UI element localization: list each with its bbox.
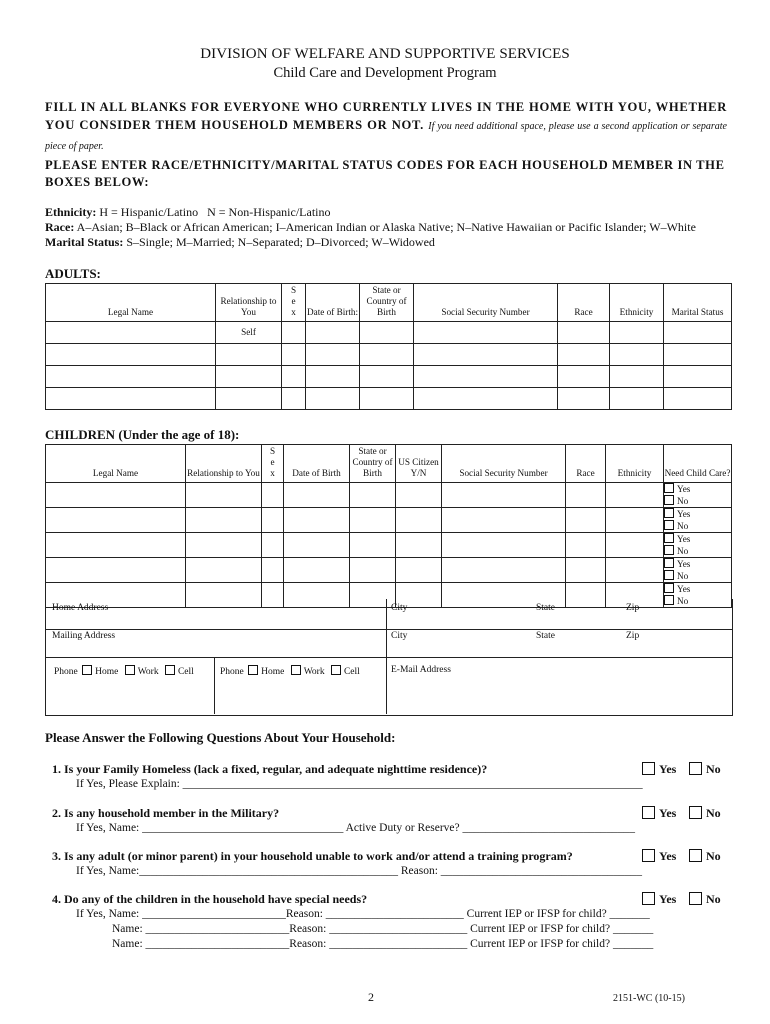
address-block [45,599,733,716]
codes-heading: PLEASE ENTER RACE/ETHNICITY/MARITAL STATUS CODES FOR EACH HOUSEHOLD MEMBER IN THE BOXES BELOW: [45,158,725,189]
program-title: Child Care and Development Program [273,65,497,81]
children-col-citizen: US Citizen Y/N [396,445,442,483]
adults-table [45,283,732,410]
adults-col-race: Race [558,284,610,322]
children-col-childcare: Need Child Care? [664,445,732,483]
yes-label: Yes [677,534,691,544]
q4-no-checkbox[interactable] [689,892,702,905]
mailing-address-label: Mailing Address [52,631,116,641]
phone1-home-checkbox[interactable] [82,665,92,675]
children-row[interactable] [46,483,732,508]
questions-heading: Please Answer the Following Questions About Your Household: [45,730,396,745]
question-4-child-3[interactable]: Name: _________________________Reason: ________________________ Current IEP or IFSP for child? _______ [112,938,654,950]
adults-col-ethnicity: Ethnicity [610,284,664,322]
childcare-no-checkbox[interactable] [664,570,674,580]
ethnicity-label: Ethnicity: [45,205,97,219]
adults-row[interactable] [46,322,732,344]
childcare-no-checkbox[interactable] [664,495,674,505]
adults-row[interactable] [46,366,732,388]
phone1-options: Phone Home Work Cell [54,667,194,677]
children-col-name: Legal Name [46,445,186,483]
q2-no-checkbox[interactable] [689,806,702,819]
home-city-label: City [391,603,408,613]
phone1-cell-checkbox[interactable] [165,665,175,675]
question-2-details[interactable]: If Yes, Name: ___________________________________ Active Duty or Reserve? ______________________________ [76,822,635,834]
no-label: No [677,546,689,556]
race-label: Race: [45,220,75,234]
page-number: 2 [368,990,374,1004]
childcare-no-checkbox[interactable] [664,520,674,530]
ethnicity-codes: H = Hispanic/Latino N = Non-Hispanic/Latino [99,205,331,219]
mailing-city-label: City [391,631,408,641]
yes-label: Yes [677,509,691,519]
adults-col-birthplace: State or Country of Birth [360,284,414,322]
adults-row[interactable] [46,388,732,410]
question-3-details[interactable]: If Yes, Name:_____________________________________________ Reason: ___________________________________ [76,865,643,877]
question-3: 3. Is any adult (or minor parent) in your household unable to work and/or attend a training program? If Yes, Name:_____________________________________________ Reason: ___________________________________ Yes No [52,849,732,879]
mailing-state-label: State [536,631,555,641]
instructions-main: FILL IN ALL BLANKS FOR EVERYONE WHO CURRENTLY LIVES IN THE HOME WITH YOU, WHETHER YOU CONSIDER THEM HOUSEHOLD MEMBERS OR NOT. [45,100,727,132]
children-col-relationship: Relationship to You [186,445,262,483]
question-2-text: 2. Is any household member in the Military? [52,806,280,820]
phone1-work-checkbox[interactable] [125,665,135,675]
yes-label: Yes [677,584,691,594]
adults-row[interactable] [46,344,732,366]
childcare-yes-checkbox[interactable] [664,508,674,518]
marital-codes: S–Single; M–Married; N–Separated; D–Divorced; W–Widowed [126,235,435,249]
q3-no-checkbox[interactable] [689,849,702,862]
agency-title: DIVISION OF WELFARE AND SUPPORTIVE SERVICES [200,46,570,62]
question-2: 2. Is any household member in the Military? If Yes, Name: ___________________________________ Active Duty or Reserve? ______________________________ Yes No [52,806,732,836]
contact-row[interactable] [46,658,732,714]
adults-col-dob: Date of Birth: [306,284,360,322]
adults-col-sex: S e x [282,284,306,322]
childcare-yes-checkbox[interactable] [664,558,674,568]
phone2-options: Phone Home Work Cell [220,667,360,677]
question-4-text: 4. Do any of the children in the household have special needs? [52,892,368,906]
childcare-yes-checkbox[interactable] [664,483,674,493]
children-col-ssn: Social Security Number [442,445,566,483]
q1-no-checkbox[interactable] [689,762,702,775]
phone2-cell-checkbox[interactable] [331,665,341,675]
q3-yes-checkbox[interactable] [642,849,655,862]
email-label: E-Mail Address [391,665,451,675]
home-zip-label: Zip [626,603,640,613]
adults-col-ssn: Social Security Number [414,284,558,322]
home-state-label: State [536,603,555,613]
children-col-race: Race [566,445,606,483]
no-label: No [677,521,689,531]
adults-col-marital: Marital Status [664,284,732,322]
adults-heading: ADULTS: [45,266,101,281]
children-row[interactable] [46,533,732,558]
race-codes: A–Asian; B–Black or African American; I–American Indian or Alaska Native; N–Native Hawaiian or Pacific Islander; W–White [76,220,696,234]
phone2-home-checkbox[interactable] [248,665,258,675]
children-table [45,444,732,608]
no-label: No [677,571,689,581]
phone2-work-checkbox[interactable] [291,665,301,675]
question-4-child-1[interactable]: If Yes, Name: _________________________Reason: ________________________ Current IEP or IFSP for child? _______ [76,908,650,920]
children-col-ethnicity: Ethnicity [606,445,664,483]
question-1: 1. Is your Family Homeless (lack a fixed, regular, and adequate nighttime residence)? If Yes, Please Explain: ________________________________________________________________________________ Yes No [52,762,732,792]
question-1-explain[interactable]: If Yes, Please Explain: ________________________________________________________________________________ [76,778,643,790]
self-label: Self [216,322,282,344]
form-id: 2151-WC (10-15) [613,993,685,1004]
children-col-birthplace: State or Country of Birth [350,445,396,483]
q2-yes-checkbox[interactable] [642,806,655,819]
question-3-text: 3. Is any adult (or minor parent) in your household unable to work and/or attend a training program? [52,849,573,863]
yes-label: Yes [677,484,691,494]
mailing-address-row[interactable] [46,629,732,658]
question-1-text: 1. Is your Family Homeless (lack a fixed, regular, and adequate nighttime residence)? [52,762,488,776]
children-row[interactable] [46,558,732,583]
mailing-zip-label: Zip [626,631,640,641]
codes-legend [45,205,696,250]
adults-col-name: Legal Name [46,284,216,322]
q1-yes-checkbox[interactable] [642,762,655,775]
question-4-child-2[interactable]: Name: _________________________Reason: ________________________ Current IEP or IFSP for child? _______ [112,923,654,935]
childcare-yes-checkbox[interactable] [664,533,674,543]
no-label: No [677,596,689,606]
instructions-note: If you need additional space, please use a second application or separate piece of paper. [45,121,727,152]
children-col-sex: S e x [262,445,284,483]
childcare-no-checkbox[interactable] [664,545,674,555]
marital-label: Marital Status: [45,235,124,249]
home-address-label: Home Address [52,603,109,613]
home-address-row[interactable] [46,599,732,630]
q4-yes-checkbox[interactable] [642,892,655,905]
no-label: No [677,496,689,506]
childcare-yes-checkbox[interactable] [664,583,674,593]
adults-col-relationship: Relationship to You [216,284,282,322]
children-heading: CHILDREN (Under the age of 18): [45,427,240,442]
question-4: 4. Do any of the children in the household have special needs? If Yes, Name: _________________________Reason: ________________________ Current IEP or IFSP for child? _______ Name: _________________________Reason: ________________________ Current IEP or IFSP for child? _______ Name: _________________________Reason: ________________________ Current IEP or IFSP for child? _______ Yes No [52,892,732,952]
instructions [45,98,727,156]
children-row[interactable] [46,508,732,533]
yes-label: Yes [677,559,691,569]
children-col-dob: Date of Birth [284,445,350,483]
